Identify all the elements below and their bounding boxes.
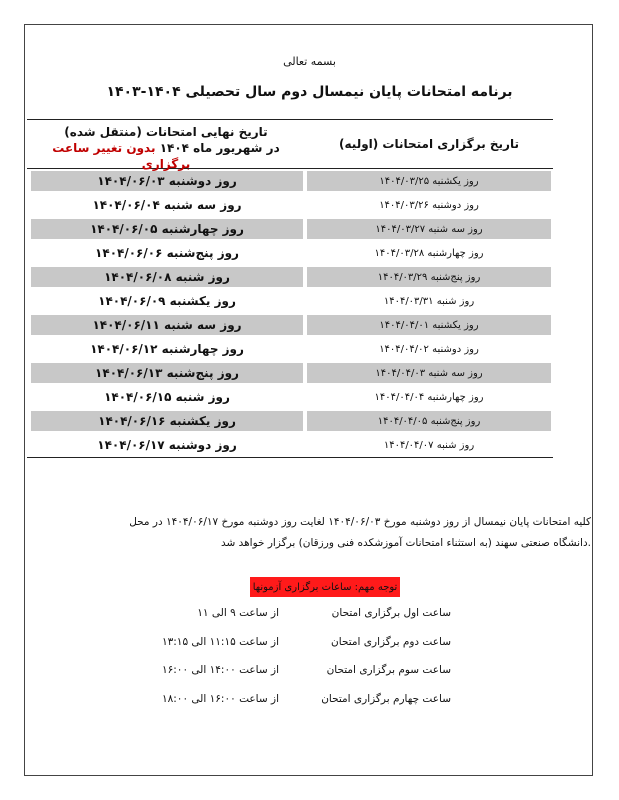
final-date-cell: روز شنبه ۱۴۰۴/۰۶/۱۵: [104, 390, 230, 404]
header-final-line1: تاریخ نهایی امتحانات (منتقل شده): [64, 125, 268, 139]
final-date-cell: روز دوشنبه ۱۴۰۴/۰۶/۰۳: [31, 171, 303, 191]
table-row: [27, 337, 553, 361]
time-slot-hours: از ساعت ۹ الی ۱۱: [197, 607, 279, 619]
time-slot-name: ساعت اول برگزاری امتحان: [331, 607, 451, 619]
table-body: [27, 169, 553, 457]
original-date-cell: روز چهارشنبه ۱۴۰۴/۰۳/۲۸: [374, 247, 484, 259]
final-date-cell: روز پنج‌شنبه ۱۴۰۴/۰۶/۱۳: [31, 363, 303, 383]
original-date-cell: روز پنج‌شنبه ۱۴۰۴/۰۴/۰۵: [307, 411, 551, 431]
table-bottom-rule: [27, 457, 553, 458]
info-line-2: دانشگاه صنعتی سهند (به استثناء امتحانات آموزشکده فنی ورزقان) برگزار خواهد شد.: [220, 537, 591, 549]
original-date-cell: روز چهارشنبه ۱۴۰۴/۰۴/۰۴: [374, 391, 484, 403]
time-slot-hours: از ساعت ۱۱:۱۵ الی ۱۳:۱۵: [161, 635, 279, 648]
info-paragraph: [71, 512, 591, 554]
final-date-cell: روز پنج‌شنبه ۱۴۰۴/۰۶/۰۶: [95, 246, 239, 260]
final-date-cell: روز شنبه ۱۴۰۴/۰۶/۰۸: [31, 267, 303, 287]
table-row: [27, 193, 553, 217]
header-no-time-change: بدون تغییر ساعت برگزاری: [52, 141, 191, 171]
table-row: [27, 265, 553, 289]
final-date-cell: روز چهارشنبه ۱۴۰۴/۰۶/۱۲: [90, 342, 244, 356]
header-final-month: در شهریور ماه ۱۴۰۴: [159, 141, 280, 155]
original-date-cell: روز شنبه ۱۴۰۴/۰۳/۳۱: [383, 295, 475, 307]
final-date-cell: روز سه شنبه ۱۴۰۴/۰۶/۱۱: [31, 315, 303, 335]
time-slot-hours: از ساعت ۱۶:۰۰ الی ۱۸:۰۰: [161, 692, 279, 705]
info-line-1: کلیه امتحانات پایان نیمسال از روز دوشنبه مورخ ۱۴۰۴/۰۶/۰۳ لغایت روز دوشنبه مورخ ۱۴۰۴/۰۶/۱۷ در محل: [129, 516, 591, 528]
table-row: [27, 361, 553, 385]
table-row: [27, 241, 553, 265]
time-slot-name: ساعت دوم برگزاری امتحان: [331, 635, 451, 648]
original-date-cell: روز دوشنبه ۱۴۰۴/۰۴/۰۲: [379, 343, 479, 355]
header-original-dates: تاریخ برگزاری امتحانات (اولیه): [339, 137, 519, 151]
original-date-cell: روز دوشنبه ۱۴۰۴/۰۳/۲۶: [379, 199, 479, 211]
table-row: [27, 385, 553, 409]
original-date-cell: روز سه شنبه ۱۴۰۴/۰۳/۲۷: [307, 219, 551, 239]
important-notice-badge: توجه مهم: ساعات برگزاری آزمونها: [250, 577, 400, 597]
bismillah-heading: بسمه تعالی: [283, 55, 336, 68]
original-date-cell: روز پنج‌شنبه ۱۴۰۴/۰۳/۲۹: [307, 267, 551, 287]
final-date-cell: روز دوشنبه ۱۴۰۴/۰۶/۱۷: [97, 438, 237, 452]
table-row: [27, 433, 553, 457]
time-slot-hours: از ساعت ۱۴:۰۰ الی ۱۶:۰۰: [161, 664, 279, 676]
original-date-cell: روز سه شنبه ۱۴۰۴/۰۴/۰۳: [307, 363, 551, 383]
final-date-cell: روز یکشنبه ۱۴۰۴/۰۶/۱۶: [31, 411, 303, 431]
table-row: [27, 169, 553, 193]
original-date-cell: روز یکشنبه ۱۴۰۴/۰۳/۲۵: [307, 171, 551, 191]
original-date-cell: روز یکشنبه ۱۴۰۴/۰۴/۰۱: [307, 315, 551, 335]
original-date-cell: روز شنبه ۱۴۰۴/۰۴/۰۷: [383, 439, 475, 451]
final-date-cell: روز سه شنبه ۱۴۰۴/۰۶/۰۴: [92, 198, 242, 212]
time-slot-name: ساعت سوم برگزاری امتحان: [326, 664, 451, 676]
table-row: [27, 289, 553, 313]
table-row: [27, 409, 553, 433]
page-title: برنامه امتحانات پایان نیمسال دوم سال تحصیلی ۱۴۰۴-۱۴۰۳: [106, 84, 513, 100]
final-date-cell: روز یکشنبه ۱۴۰۴/۰۶/۰۹: [98, 294, 236, 308]
table-header: [27, 119, 553, 169]
exam-schedule-table: [27, 119, 553, 458]
table-row: [27, 217, 553, 241]
time-slot-name: ساعت چهارم برگزاری امتحان: [321, 692, 451, 705]
table-row: [27, 313, 553, 337]
header-final-line2: [27, 140, 305, 172]
final-date-cell: روز چهارشنبه ۱۴۰۴/۰۶/۰۵: [31, 219, 303, 239]
header-final-dates: [27, 120, 305, 171]
